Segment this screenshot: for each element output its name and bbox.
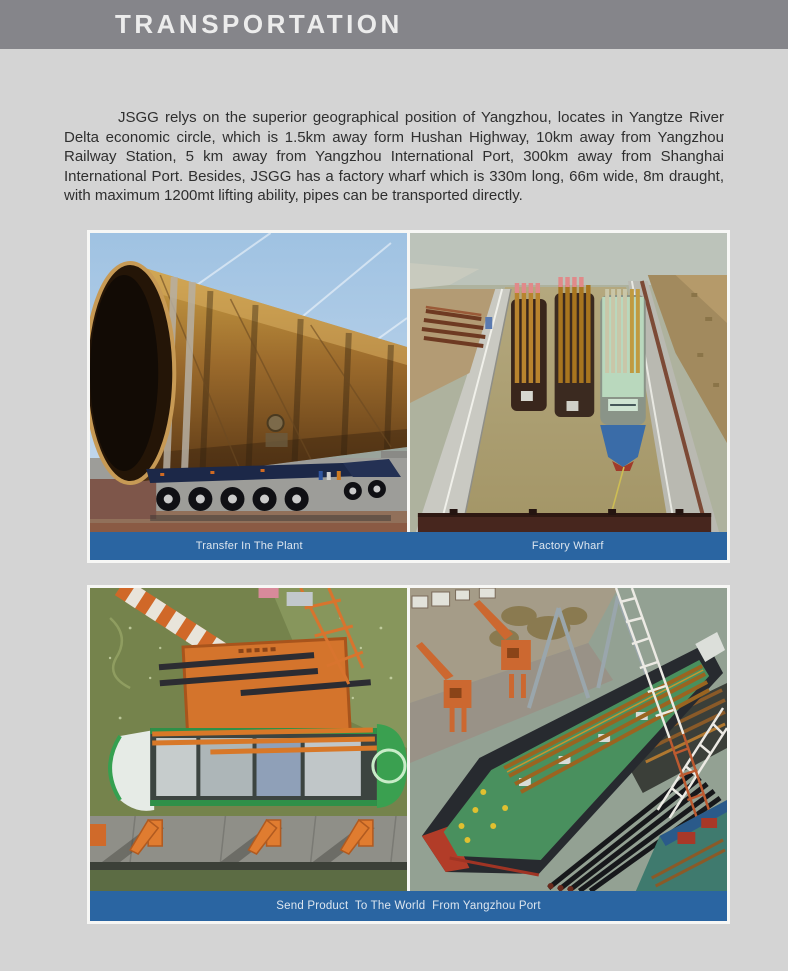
pipe-ship — [600, 289, 646, 471]
yangzhou-port-loading-photo — [410, 588, 727, 891]
pipe-on-transporter-illustration — [90, 233, 407, 532]
gallery-top-photos — [90, 233, 727, 532]
factory-wharf-photo — [410, 233, 727, 532]
port-loading-illustration — [410, 588, 727, 891]
gallery-bottom — [87, 585, 730, 924]
workers — [319, 471, 341, 480]
quay-with-cranes — [90, 816, 407, 862]
orange-pontoon — [158, 637, 373, 742]
caption-bar-top — [90, 532, 727, 560]
yangzhou-port-aerial-photo — [90, 588, 407, 891]
caption-bar-bottom — [90, 891, 727, 921]
page-title: TRANSPORTATION — [115, 9, 403, 39]
pipe-barge-1 — [511, 283, 547, 411]
gallery-bottom-photos — [90, 588, 727, 891]
pipe-lay-vessel — [110, 724, 407, 811]
pipe-barge-2 — [555, 277, 595, 417]
wharf-aerial-illustration — [410, 233, 727, 532]
gallery-top — [87, 230, 730, 563]
intro-paragraph: JSGG relys on the superior geographical position of Yangzhou, locates in Yangtze River Delta economic circle, which is 1.5km away form Hushan Highway, 10km away from Yangzhou Railway Station, 5 km away from Yangzhou International Port, 300km away from Shanghai International Port. Besides, JSGG has a factory wharf which is 330m long, 66m wide, 8m draught, with maximum 1200mt lifting ability, pipes can be transported directly. — [64, 109, 724, 205]
page-header — [0, 0, 788, 49]
caption-factory-wharf: Factory Wharf — [531, 540, 604, 552]
crane-vessel-aerial-illustration — [90, 588, 407, 891]
transfer-in-the-plant-photo — [90, 233, 407, 532]
caption-send-product: Send Product To The World From Yangzhou Port — [276, 900, 541, 912]
caption-transfer-in-the-plant: Transfer In The Plant — [195, 540, 303, 552]
